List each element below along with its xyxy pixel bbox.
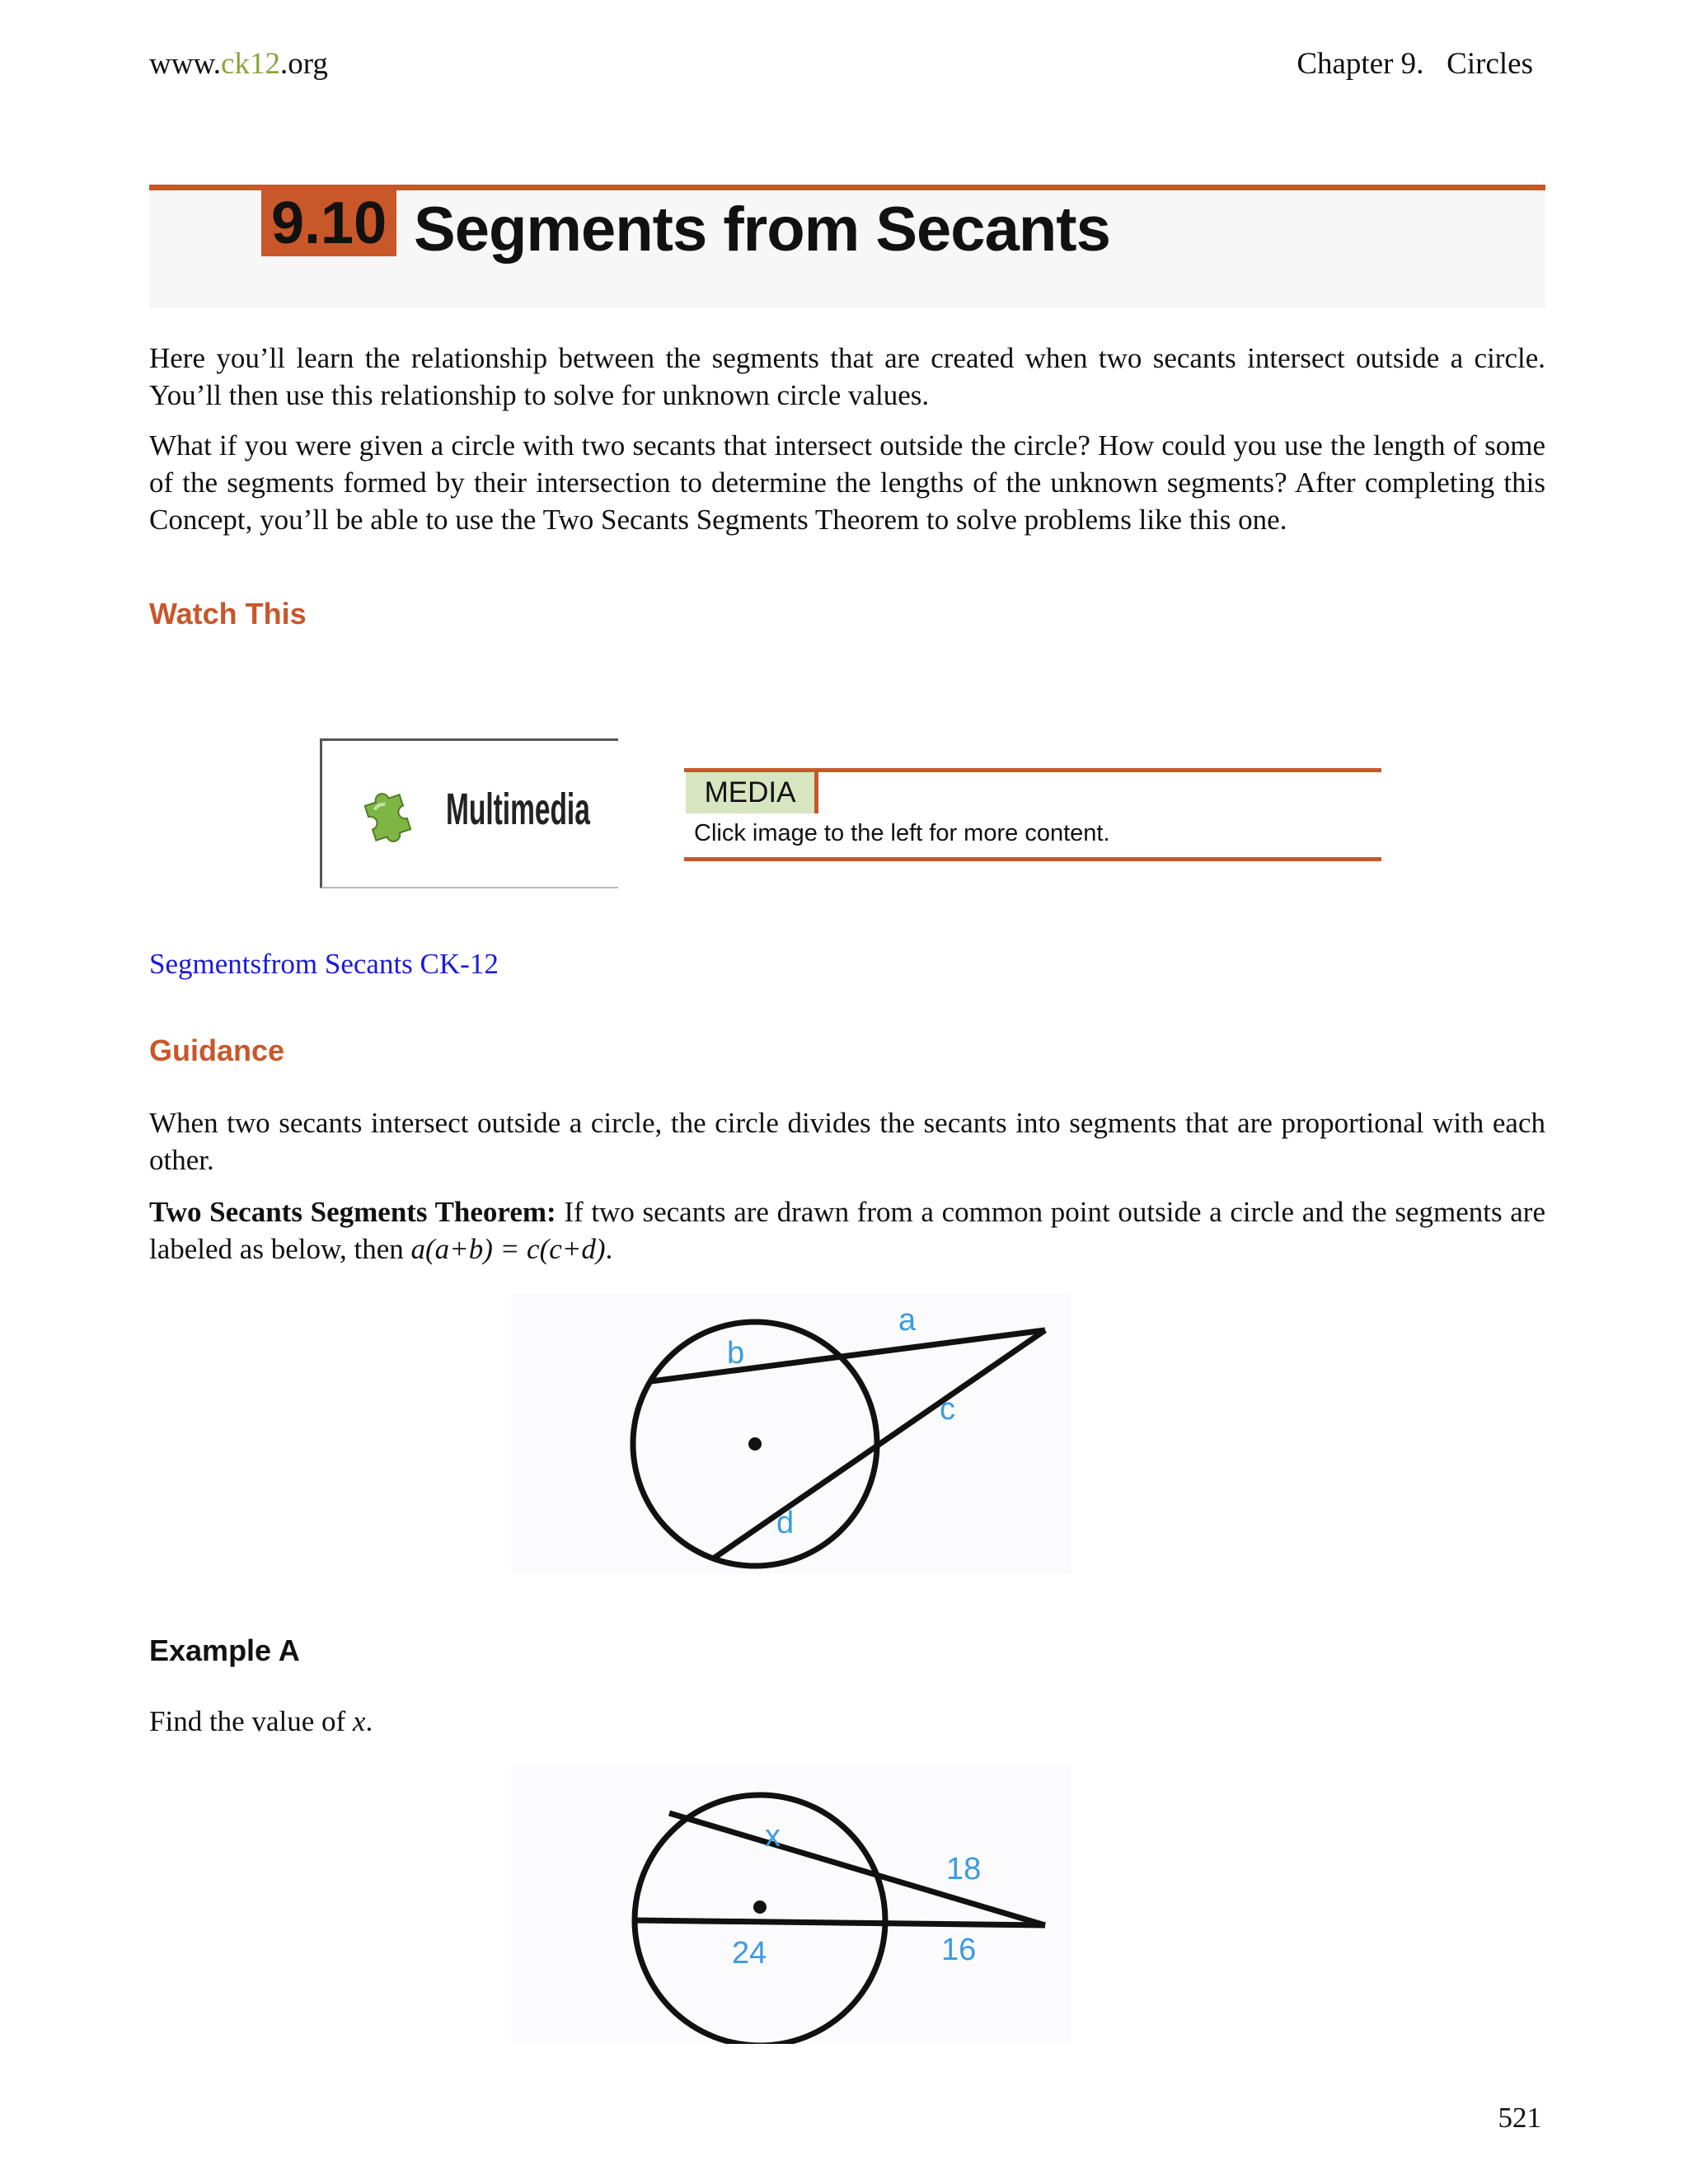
theorem-formula: a(a+b) = c(c+d) — [410, 1233, 606, 1265]
label-16: 16 — [941, 1933, 977, 1967]
page-title: Segments from Secants — [414, 194, 1110, 265]
watch-heading: Watch This — [149, 597, 307, 630]
url-ck: ck — [221, 47, 250, 81]
theorem-paragraph — [149, 1193, 1545, 1268]
chapter-title: Chapter 9. Circles — [1296, 47, 1533, 81]
media-rule-bottom — [684, 857, 1381, 861]
multimedia-label: Multimedia — [446, 785, 590, 834]
example-secant-bottom — [635, 1920, 1045, 1925]
example-center-dot — [753, 1900, 767, 1914]
prompt-variable: x — [352, 1705, 366, 1737]
theorem-text-2: . — [605, 1233, 613, 1265]
intro-paragraph-1: Here you’ll learn the relationship between the segments that are created when two secants intersect outside a circle. You’ll then use this relationship to solve for unknown circle values. — [149, 342, 1545, 411]
multimedia-thumbnail[interactable] — [320, 738, 618, 888]
theorem-text-1: If two secants are drawn from a common point outside a circle and the segments are labeled as below, then — [149, 1196, 1545, 1265]
label-18: 18 — [946, 1852, 982, 1886]
video-link[interactable]: Segmentsfrom Secants CK-12 — [149, 948, 499, 980]
intro-paragraph-2: What if you were given a circle with two secants that intersect outside the circle? How could you use the length of some of the segments formed by their intersection to determine the lengths of the unknown segments? After completing this Concept, you’ll be able to use the Two Secants Segments Theorem to solve problems like this one. — [149, 429, 1545, 536]
theorem-name: Two Secants Segments Theorem: — [149, 1196, 556, 1228]
label-24: 24 — [732, 1936, 767, 1971]
example-figure — [511, 1764, 1071, 2044]
circle-center-dot — [748, 1437, 762, 1451]
url-prefix: www. — [149, 47, 222, 81]
prompt-text: Find the value of — [149, 1705, 353, 1737]
label-c: c — [940, 1392, 955, 1427]
label-a: a — [898, 1303, 917, 1338]
guidance-heading: Guidance — [149, 1033, 285, 1067]
url-suffix: .org — [279, 47, 328, 81]
label-b: b — [727, 1336, 745, 1371]
guidance-paragraph: When two secants intersect outside a circle, the circle divides the secants into segments that are proportional with each other. — [149, 1107, 1545, 1176]
title-rule — [149, 185, 1545, 190]
label-x: x — [765, 1819, 781, 1854]
secants-figure — [511, 1294, 1071, 1574]
prompt-end: . — [365, 1705, 373, 1737]
media-tag: MEDIA — [686, 772, 818, 813]
puzzle-icon — [357, 780, 423, 851]
media-caption: Click image to the left for more content. — [694, 820, 1110, 846]
url-num: 12 — [249, 47, 280, 81]
example-secant-top — [669, 1813, 1045, 1925]
label-d: d — [776, 1506, 795, 1540]
example-a-heading: Example A — [149, 1633, 300, 1667]
example-a-prompt — [149, 1703, 1545, 1740]
section-number: 9.10 — [261, 190, 396, 256]
page-number: 521 — [1498, 2102, 1541, 2134]
site-url[interactable] — [149, 46, 328, 82]
